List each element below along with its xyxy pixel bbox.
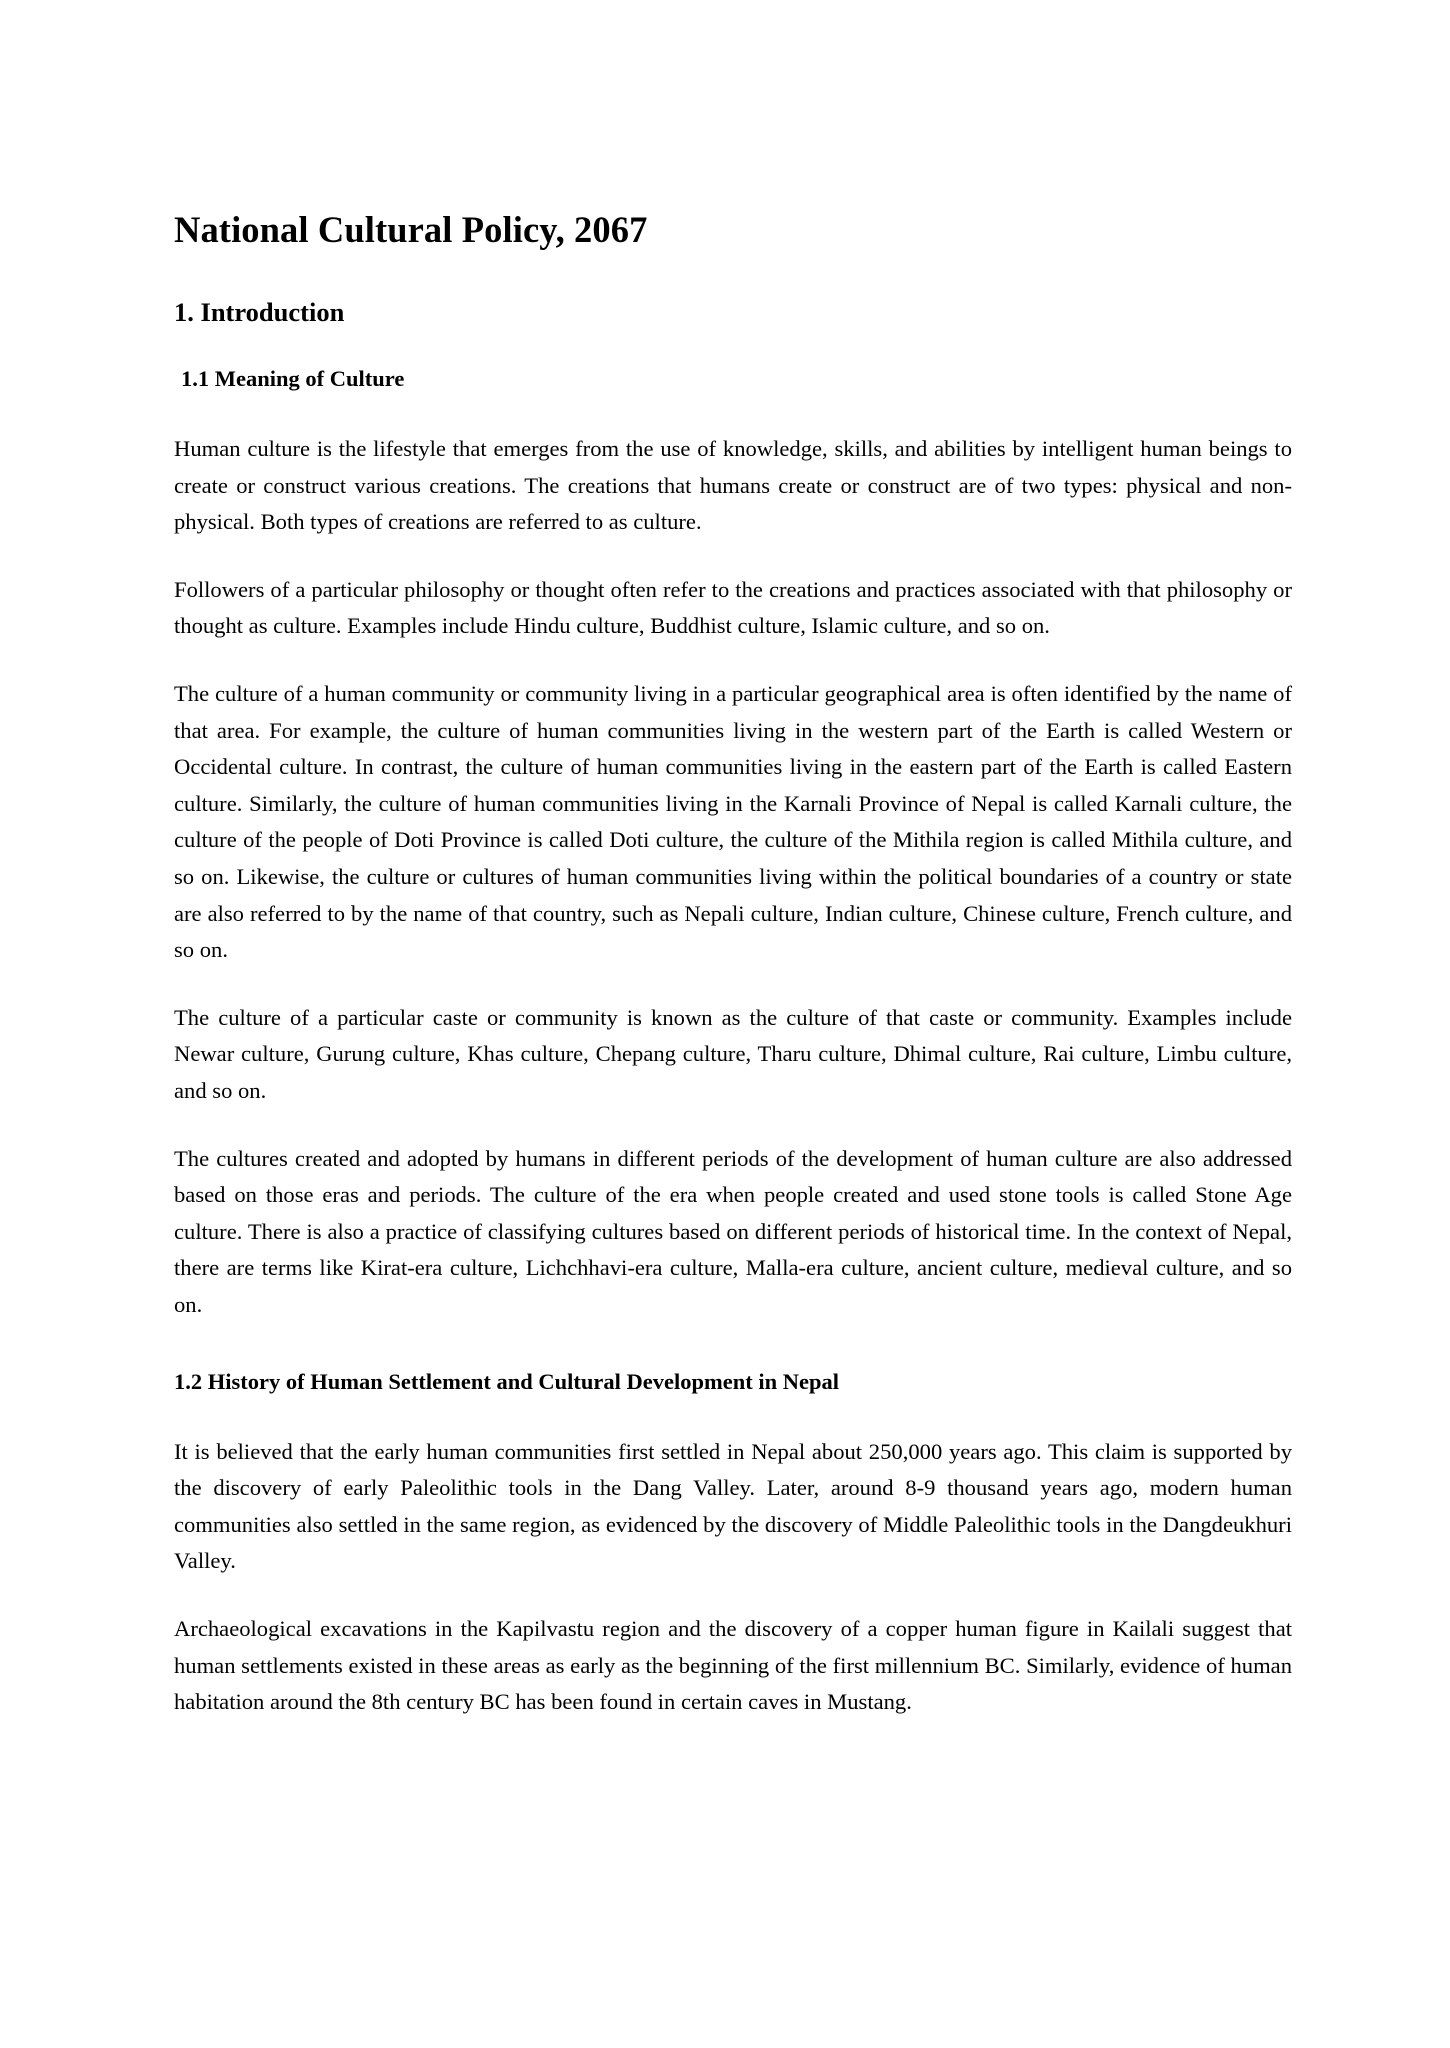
subsection-heading-1-2: 1.2 History of Human Settlement and Cultural Development in Nepal — [174, 1368, 839, 1394]
paragraph: Archaeological excavations in the Kapilvastu region and the discovery of a copper human figure in Kailali suggest that human settlements existed in these areas as early as the beginning of the first millennium BC. Similarly, evidence of human habitation around the 8th century BC has been found in certain caves in Mustang. — [174, 1616, 1292, 1715]
subsection-heading-1-1: 1.1 Meaning of Culture — [181, 365, 405, 391]
paragraph: Followers of a particular philosophy or thought often refer to the creations and practices associated with that philosophy or thought as culture. Examples include Hindu culture, Buddhist culture, Islamic culture, and so on. — [174, 576, 1292, 639]
paragraph: The culture of a particular caste or community is known as the culture of that caste or community. Examples include Newar culture, Gurung culture, Khas culture, Chepang culture, Tharu culture, Dhimal culture, Rai culture, Limbu culture, and so on. — [174, 1004, 1292, 1103]
paragraph: The cultures created and adopted by humans in different periods of the development of human culture are also addressed based on those eras and periods. The culture of the era when people created and used stone tools is called Stone Age culture. There is also a practice of classifying cultures based on different periods of historical time. In the context of Nepal, there are terms like Kirat-era culture, Lichchhavi-era culture, Malla-era culture, ancient culture, medieval culture, and so on. — [174, 1145, 1292, 1317]
document-body — [174, 208, 1292, 1721]
page-title: National Cultural Policy, 2067 — [174, 209, 648, 250]
section-heading-1: 1. Introduction — [174, 296, 345, 327]
paragraph: The culture of a human community or community living in a particular geographical area is often identified by the name of that area. For example, the culture of human communities living in the western part of the Earth is called Western or Occidental culture. In contrast, the culture of human communities living in the eastern part of the Earth is called Eastern culture. Similarly, the culture of human communities living in the Karnali Province of Nepal is called Karnali culture, the culture of the people of Doti Province is called Doti culture, the culture of the Mithila region is called Mithila culture, and so on. Likewise, the culture or cultures of human communities living within the political boundaries of a country or state are also referred to by the name of that country, such as Nepali culture, Indian culture, Chinese culture, French culture, and so on. — [174, 681, 1292, 963]
paragraph: Human culture is the lifestyle that emerges from the use of knowledge, skills, and abilities by intelligent human beings to create or construct various creations. The creations that humans create or construct are of two types: physical and non-physical. Both types of creations are referred to as culture. — [174, 436, 1292, 535]
paragraph: It is believed that the early human communities first settled in Nepal about 250,000 years ago. This claim is supported by the discovery of early Paleolithic tools in the Dang Valley. Later, around 8-9 thousand years ago, modern human communities also settled in the same region, as evidenced by the discovery of Middle Paleolithic tools in the Dangdeukhuri Valley. — [174, 1438, 1292, 1574]
